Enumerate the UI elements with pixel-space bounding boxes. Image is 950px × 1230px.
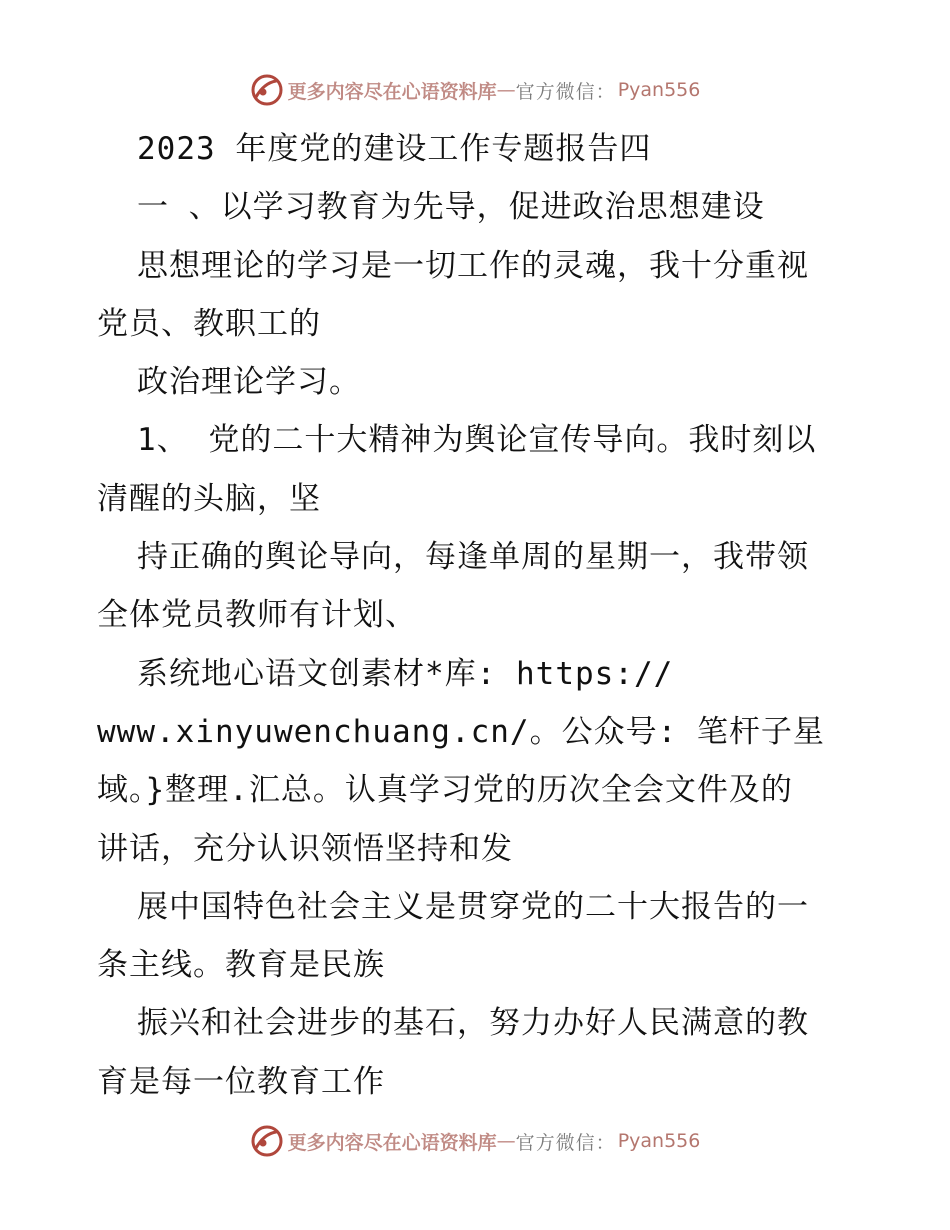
document-line: 展中国特色社会主义是贯穿党的二十大报告的一	[137, 888, 809, 925]
banner-promo-text: 更多内容尽在心语资料库	[287, 80, 497, 103]
document-line: 持正确的舆论导向，每逢单周的星期一，我带领	[137, 539, 809, 576]
banner-promo-text: 更多内容尽在心语资料库	[287, 1131, 497, 1154]
document-line: 思想理论的学习是一切工作的灵魂，我十分重视	[137, 247, 809, 284]
banner-dash: —	[496, 1130, 516, 1152]
document-line: 系统地心语文创素材*库: https://	[137, 655, 674, 692]
document-line: 政治理论学习。	[137, 364, 361, 401]
document-line: 2023 年度党的建设工作专题报告四	[137, 131, 652, 167]
document-line: www.xinyuwenchuang.cn/。公众号: 笔杆子星	[97, 713, 825, 750]
hand-pen-circle-icon	[250, 1124, 284, 1158]
document-line: 1、 党的二十大精神为舆论宣传导向。我时刻以	[137, 422, 817, 459]
document-line: 振兴和社会进步的基石，努力办好人民满意的教	[137, 1005, 809, 1042]
banner-dash: —	[496, 79, 516, 101]
document-line: 域。}整理.汇总。认真学习党的历次全会文件及的	[97, 772, 793, 809]
document-body	[97, 125, 857, 1116]
document-line: 全体党员教师有计划、	[97, 597, 417, 634]
document-line: 党员、教职工的	[97, 305, 321, 342]
document-line: 条主线。教育是民族	[97, 947, 385, 984]
document-line: 讲话，充分认识领悟坚持和发	[97, 830, 513, 867]
banner-official-label: 官方微信：	[515, 1131, 616, 1154]
header-watermark-banner	[0, 70, 950, 110]
document-line: 清醒的头脑，坚	[97, 480, 321, 517]
hand-pen-circle-icon	[250, 73, 284, 107]
banner-wechat-id: Pyan556	[617, 79, 701, 101]
document-line: 一 、以学习教育为先导，促进政治思想建设	[137, 189, 765, 226]
footer-watermark-banner	[0, 1121, 950, 1161]
banner-official-label: 官方微信：	[515, 80, 616, 103]
banner-wechat-id: Pyan556	[617, 1130, 701, 1152]
document-line: 育是每一位教育工作	[97, 1063, 385, 1100]
